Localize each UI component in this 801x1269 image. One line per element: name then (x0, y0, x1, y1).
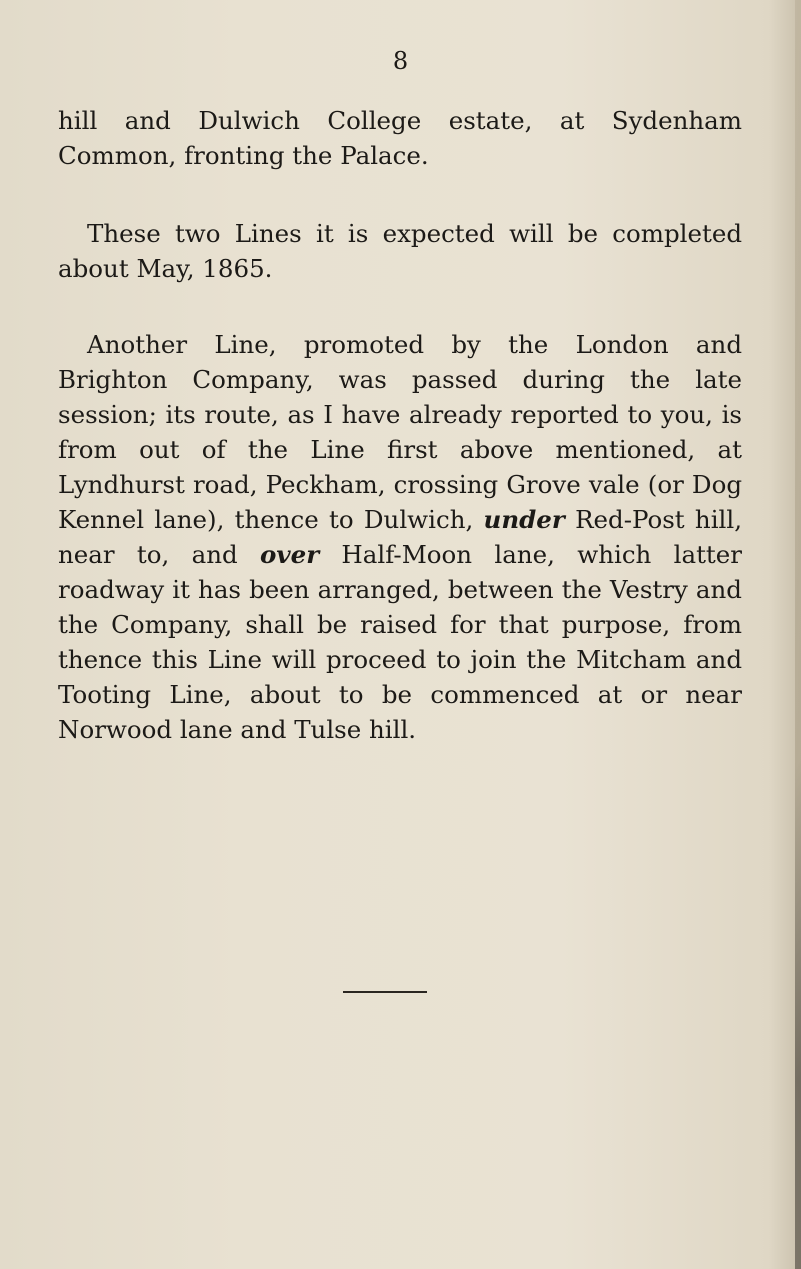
paragraph-3 (58, 327, 742, 747)
paragraph-3-text-c: Half-Moon lane, which latter roadway it has been arranged, between the Vestry and the Company, shall be raised for that purpose, from thence this Line will proceed to join the Mitcham and Tooting Line, about to be commenced at or near Norwood lane and Tulse hill. (58, 540, 742, 744)
paragraph-2: These two Lines it is expected will be completed about May, 1865. (58, 219, 742, 283)
paragraph-3-text-b: Red-Post hill, near to, and (58, 505, 742, 569)
emphasis-over: over (260, 540, 320, 569)
paragraph-1: hill and Dulwich College estate, at Sydenham Common, fronting the Palace. (58, 106, 742, 170)
page-edge-shadow (795, 0, 801, 1269)
page-number: 8 (392, 47, 409, 75)
paragraph-3-text-a: Another Line, promoted by the London and Brighton Company, was passed during the late session; its route, as I have already reported to you, is from out of the Line first above mentioned, at Lyndhurst road, Peckham, crossing Grove vale (or Dog Kennel lane), thence to Dulwich, (58, 330, 742, 534)
section-divider (343, 991, 427, 993)
emphasis-under: under (483, 505, 565, 534)
